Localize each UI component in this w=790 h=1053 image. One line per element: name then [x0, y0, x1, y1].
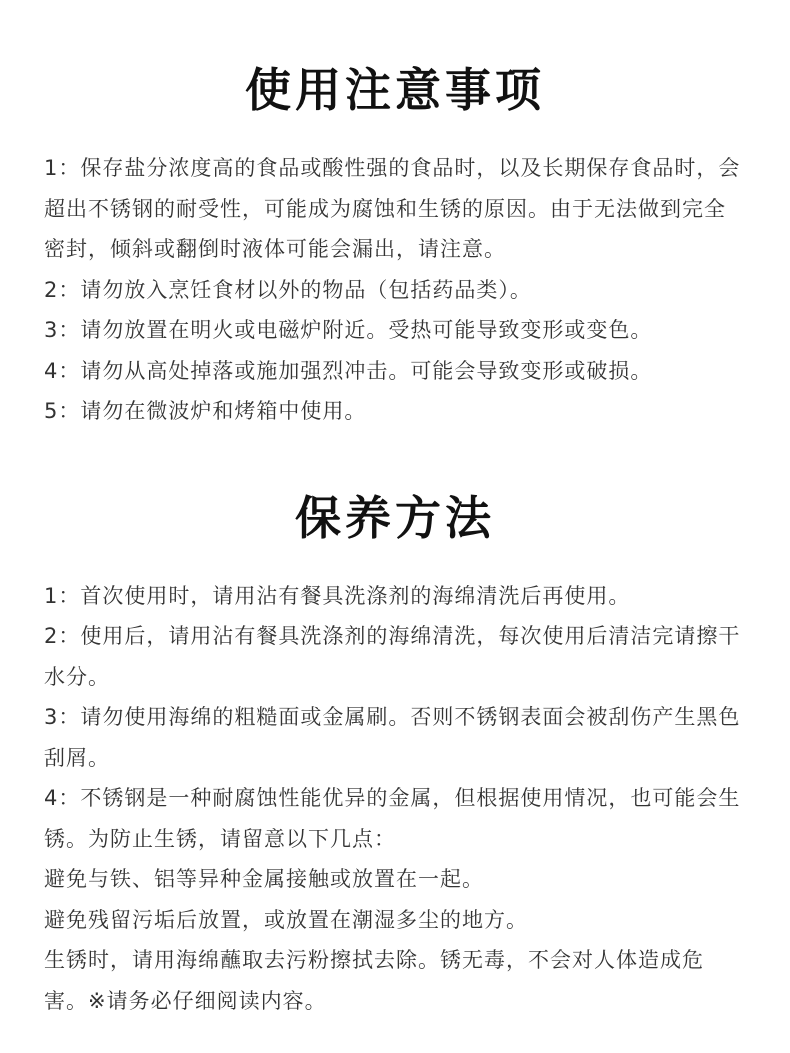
care-method-tip-2: 避免残留污垢后放置，或放置在潮湿多尘的地方。	[44, 907, 528, 932]
care-method-item-3: 3：请勿使用海绵的粗糙面或金属刷。否则不锈钢表面会被刮伤产生黑色刮屑。	[44, 705, 741, 770]
usage-precaution-item-4: 4：请勿从高处掉落或施加强烈冲击。可能会导致变形或破损。	[44, 358, 653, 383]
care-method-item-4: 4：不锈钢是一种耐腐蚀性能优异的金属，但根据使用情况，也可能会生锈。为防止生锈，请留意以下几点：	[44, 786, 741, 851]
care-method-tip-3: 生锈时，请用海绵蘸取去污粉擦拭去除。锈无毒，不会对人体造成危害。※请务必仔细阅读内容。	[44, 948, 704, 1013]
care-method-tip-1: 避免与铁、铝等异种金属接触或放置在一起。	[44, 867, 484, 891]
usage-precaution-item-5: 5：请勿在微波炉和烤箱中使用。	[44, 399, 367, 423]
usage-precaution-item-3: 3：请勿放置在明火或电磁炉附近。受热可能导致变形或变色。	[44, 318, 653, 342]
usage-precautions-list	[44, 148, 746, 432]
care-method-list	[44, 576, 746, 1022]
usage-precaution-item-2: 2：请勿放入烹饪食材以外的物品（包括药品类）。	[44, 277, 532, 302]
usage-precaution-item-1: 1：保存盐分浓度高的食品或酸性强的食品时，以及长期保存食品时，会超出不锈钢的耐受性，可能成为腐蚀和生锈的原因。由于无法做到完全密封，倾斜或翻倒时液体可能会漏出，请注意。	[44, 156, 741, 261]
care-method-title: 保养方法	[295, 490, 495, 545]
care-method-item-1: 1：首次使用时，请用沾有餐具洗涤剂的海绵清洗后再使用。	[44, 583, 631, 608]
usage-precautions-title: 使用注意事项	[245, 63, 545, 117]
care-method-item-2: 2：使用后，请用沾有餐具洗涤剂的海绵清洗，每次使用后清洁完请擦干水分。	[44, 624, 741, 689]
